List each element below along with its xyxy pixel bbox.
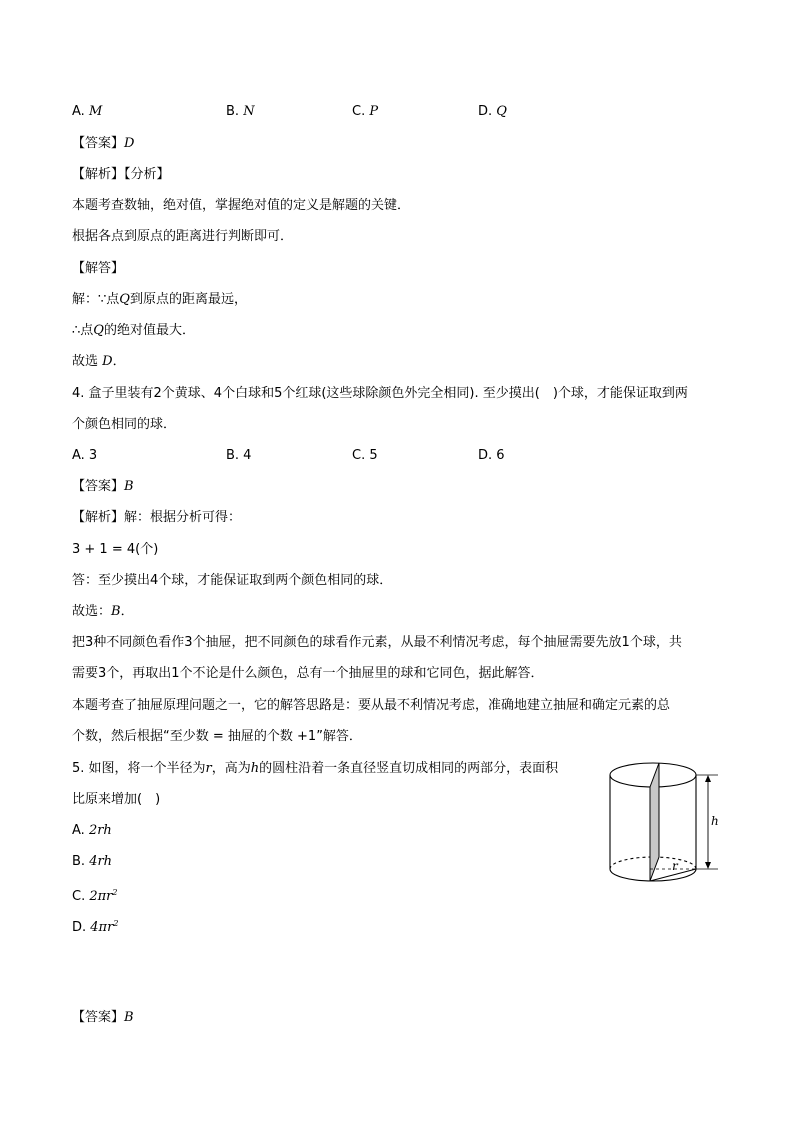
q4-equation: 3 + 1 = 4(个): [72, 542, 159, 557]
radius-label: r: [672, 859, 678, 873]
q4-explanation-1: 把3种不同颜色看作3个抽屉，把不同颜色的球看作元素，从最不利情况考虑，每个抽屉需要先放1个球，共: [72, 635, 682, 650]
q3-solution-1: 解：∵点Q到原点的距离最远，: [72, 292, 247, 307]
q4-reply: 答：至少摸出4个球，才能保证取到两个颜色相同的球．: [72, 573, 393, 588]
q4-explanation-3: 本题考查了抽屉原理问题之一，它的解答思路是：要从最不利情况考虑，准确地建立抽屉和确定元素的总: [72, 698, 671, 713]
q3-option-d: D. Q: [478, 104, 507, 119]
q3-option-c: C. P: [352, 104, 379, 119]
q3-answer: 【答案】D: [72, 136, 135, 151]
q5-answer: 【答案】B: [72, 1010, 134, 1025]
q3-choose: 故选 D．: [72, 354, 126, 369]
q5-option-b: B. 4rh: [72, 854, 113, 869]
q5-stem-1: 5. 如图，将一个半径为r，高为h的圆柱沿着一条直径竖直切成相同的两部分，表面积: [72, 761, 559, 776]
q3-solution-tag: 【解答】: [72, 261, 125, 276]
height-arrow-top: [705, 775, 711, 782]
q3-option-b: B. N: [226, 104, 255, 119]
q4-stem-2: 个颜色相同的球．: [72, 417, 177, 432]
cut-plane: [650, 763, 659, 881]
q4-option-c: C. 5: [352, 448, 378, 463]
q5-option-d: D. $4\pi r^2$: [72, 919, 119, 935]
q4-option-d: D. 6: [478, 448, 505, 463]
q4-option-a: A. 3: [72, 448, 98, 463]
q4-explanation-4: 个数，然后根据“至少数 = 抽屉的个数 +1”解答．: [72, 729, 362, 744]
q3-analysis-1: 本题考查数轴，绝对值，掌握绝对值的定义是解题的关键．: [72, 198, 411, 213]
q4-answer: 【答案】B: [72, 479, 134, 494]
q4-choose: 故选：B．: [72, 604, 134, 619]
q3-analysis-2: 根据各点到原点的距离进行判断即可．: [72, 229, 294, 244]
q3-analysis-tag: 【解析】【分析】: [72, 167, 170, 182]
q4-analysis: 【解析】解：根据分析可得：: [72, 510, 242, 525]
q4-explanation-2: 需要3个，再取出1个不论是什么颜色，总有一个抽屉里的球和它同色，据此解答．: [72, 666, 544, 681]
q4-option-b: B. 4: [226, 448, 252, 463]
height-label: h: [711, 814, 719, 828]
height-arrow-bottom: [705, 862, 711, 869]
q5-option-a: A. 2rh: [72, 823, 112, 838]
q3-option-a: A. M: [72, 104, 103, 119]
q5-stem-2: 比原来增加( ): [72, 792, 161, 807]
q5-option-c: C. $2\pi r^2$: [72, 888, 118, 904]
cylinder-figure: [608, 756, 724, 890]
q3-solution-2: ∴点Q的绝对值最大．: [72, 323, 195, 338]
q4-stem-1: 4. 盒子里装有2个黄球、4个白球和5个红球(这些球除颜色外完全相同). 至少摸出( )个球，才能保证取到两: [72, 386, 688, 401]
